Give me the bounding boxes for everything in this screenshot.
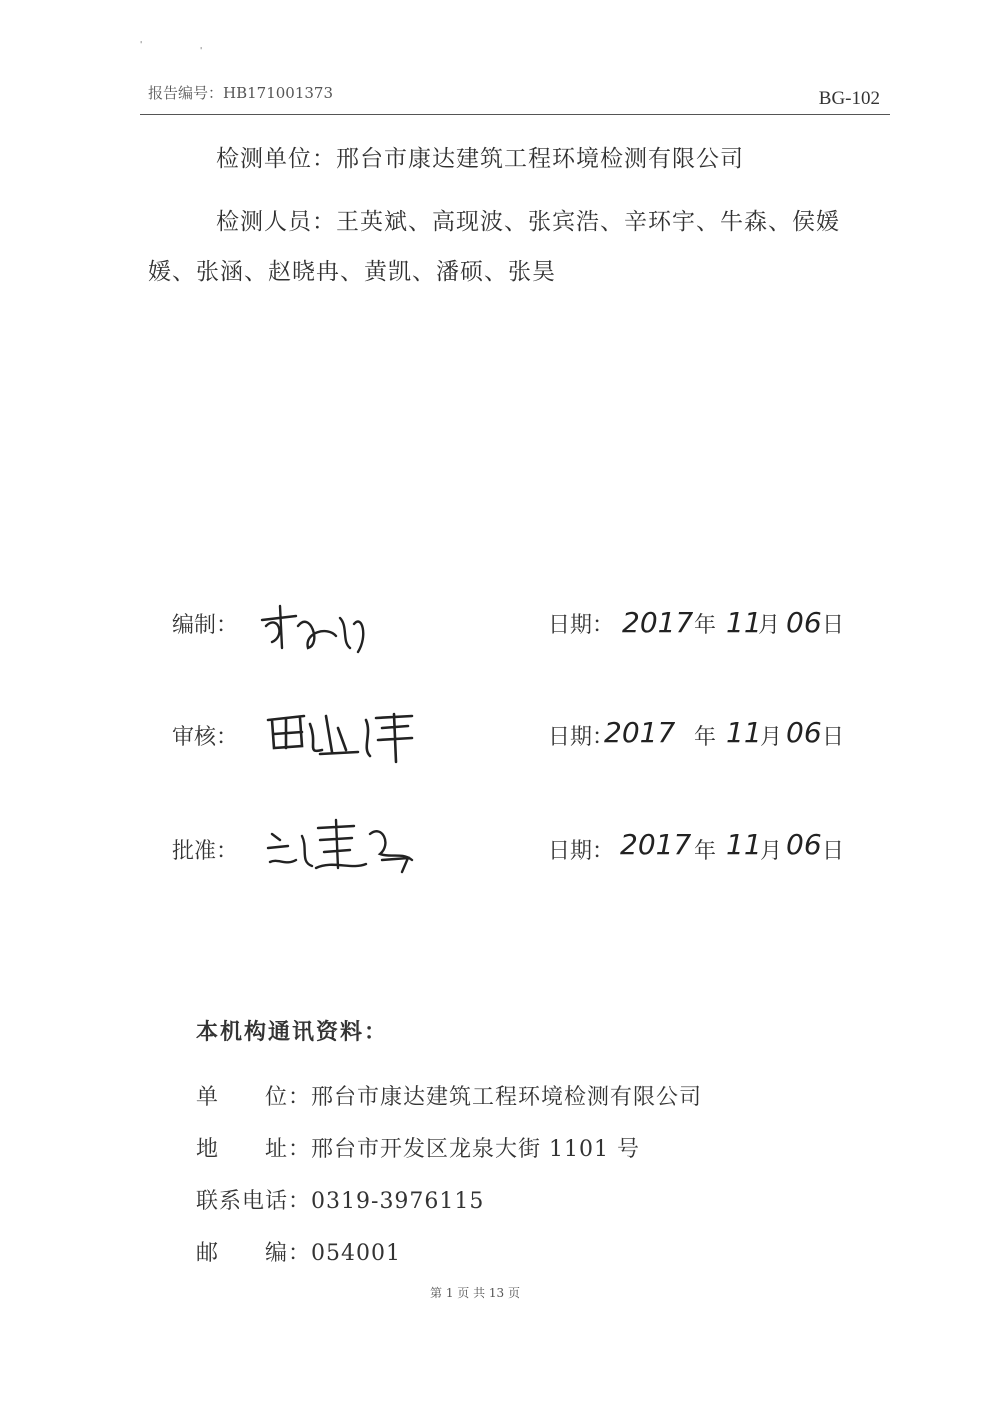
day-unit: 日	[822, 839, 845, 864]
compiled-by-label: 编制：	[172, 613, 239, 638]
contact-unit-value: 邢台市康达建筑工程环境检测有限公司	[311, 1085, 703, 1110]
contact-phone-label: 联系电话：	[196, 1189, 312, 1214]
handwritten-day: 06	[786, 716, 822, 749]
testing-staff-line-2: 媛、张涵、赵晓冉、黄凯、潘硕、张昊	[148, 259, 556, 285]
page-number: 第 1 页 共 13 页	[430, 1286, 520, 1300]
report-number: 报告编号：HB171001373	[148, 84, 333, 102]
compiler-signature	[258, 596, 428, 656]
year-unit: 年	[694, 839, 717, 864]
day-unit: 日	[822, 613, 845, 638]
contact-address-row	[196, 1132, 640, 1163]
handwritten-year: 2017	[620, 828, 692, 861]
contact-unit-row	[196, 1080, 702, 1111]
contact-postcode-row	[196, 1236, 401, 1267]
handwritten-month: 11	[726, 716, 762, 749]
handwritten-day: 06	[786, 606, 822, 639]
testing-unit-line: 检测单位：邢台市康达建筑工程环境检测有限公司	[216, 146, 744, 172]
contact-phone-value: 0319-3976115	[311, 1189, 485, 1214]
reviewed-by-label: 审核：	[172, 725, 239, 750]
handwritten-day: 06	[786, 828, 822, 861]
month-unit: 月	[760, 725, 783, 750]
speck: '	[140, 40, 143, 49]
month-unit: 月	[758, 613, 781, 638]
reviewer-signature	[262, 704, 432, 764]
year-unit: 年	[694, 725, 717, 750]
day-unit: 日	[822, 725, 845, 750]
header-rule	[140, 114, 890, 115]
month-unit: 月	[760, 839, 783, 864]
handwritten-year: 2017	[622, 606, 694, 639]
handwritten-month: 11	[726, 828, 762, 861]
speck: '	[200, 46, 203, 55]
form-code: BG-102	[818, 88, 880, 109]
handwritten-year: 2017	[604, 716, 676, 749]
approved-by-label: 批准：	[172, 839, 239, 864]
year-unit: 年	[694, 613, 717, 638]
date-label: 日期：	[548, 613, 615, 638]
handwritten-month: 11	[726, 606, 762, 639]
testing-staff-line-1: 检测人员：王英斌、高现波、张宾浩、辛环宇、牛森、侯媛	[216, 209, 840, 235]
contact-postcode-value: 054001	[311, 1241, 401, 1266]
contact-info-title: 本机构通讯资料：	[196, 1020, 389, 1045]
contact-phone-row	[196, 1184, 484, 1215]
approver-signature	[262, 814, 432, 874]
contact-postcode-label: 邮 编：	[196, 1241, 312, 1266]
contact-address-label: 地 址：	[196, 1137, 312, 1162]
contact-unit-label: 单 位：	[196, 1085, 312, 1110]
date-label: 日期：	[548, 725, 615, 750]
contact-address-value: 邢台市开发区龙泉大街 1101 号	[311, 1137, 640, 1162]
date-label: 日期：	[548, 839, 615, 864]
